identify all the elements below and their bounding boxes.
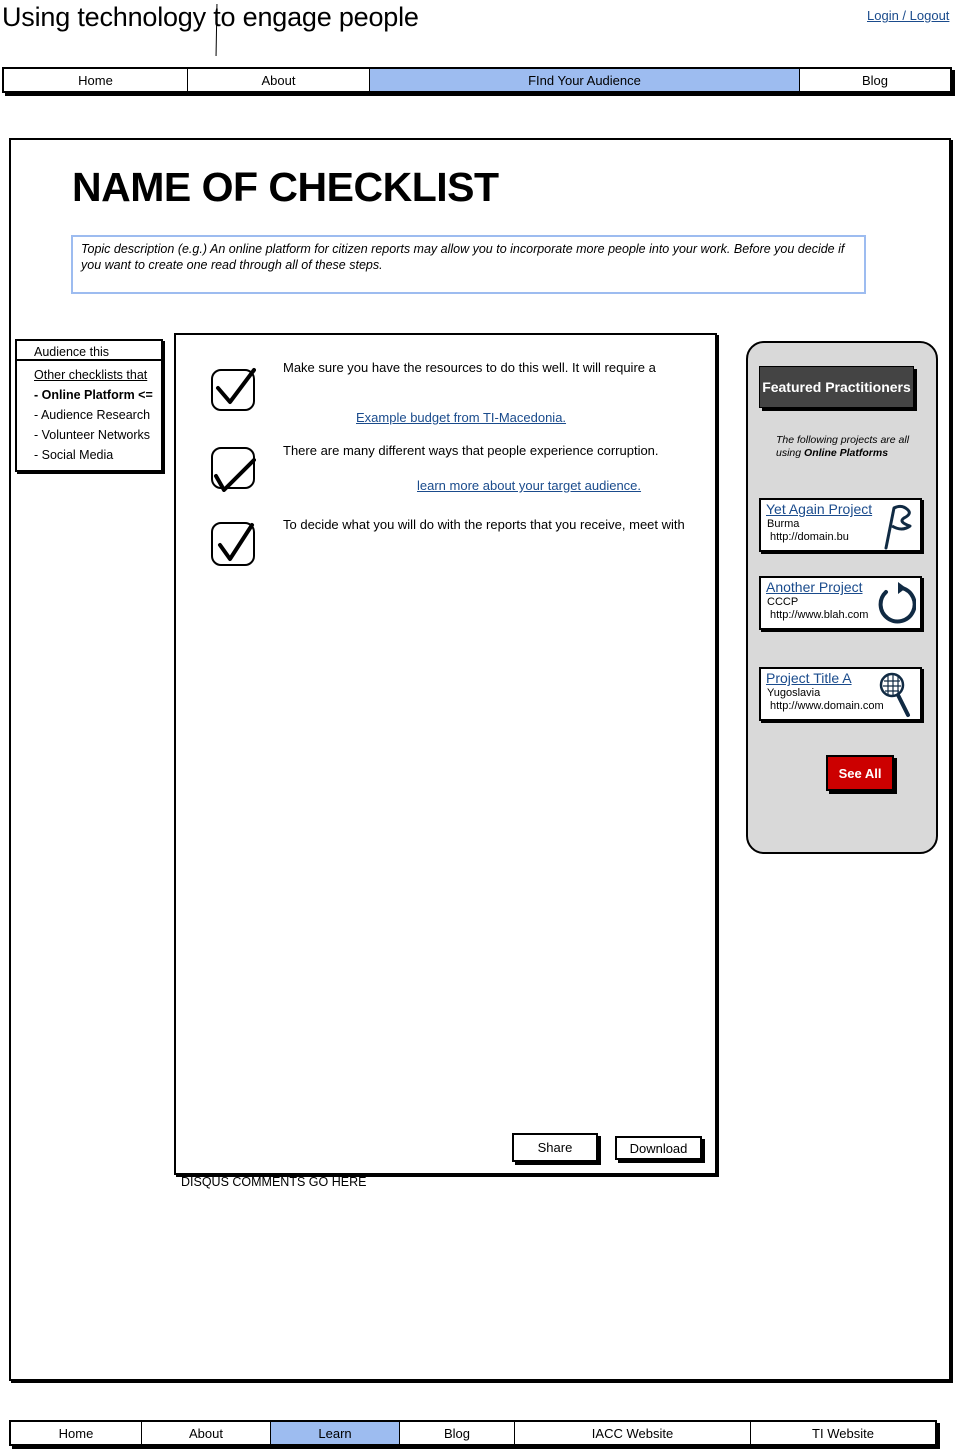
refresh-icon	[876, 580, 916, 628]
project-location: CCCP	[767, 596, 799, 608]
checklist-item-3-text: To decide what you will do with the reports that you receive, meet with	[283, 517, 685, 532]
share-button[interactable]: Share	[512, 1133, 598, 1162]
see-all-button[interactable]: See All	[826, 755, 894, 791]
sidebar-item-volunteer-networks[interactable]: - Volunteer Networks	[34, 428, 151, 442]
checklist-sidebar	[15, 339, 163, 472]
tab-find-your-audience[interactable]: FInd Your Audience	[370, 69, 800, 91]
flag-icon	[876, 502, 916, 550]
featured-practitioners-header: Featured Practitioners	[759, 366, 914, 408]
sidebar-other-checklists-link[interactable]: Other checklists that	[34, 368, 148, 382]
project-url[interactable]: http://www.domain.com	[770, 700, 884, 712]
footer-tab-ti-website[interactable]: TI Website	[812, 1425, 874, 1441]
checkbox-checked-icon[interactable]	[210, 521, 256, 567]
login-logout-link[interactable]: Login / Logout	[867, 8, 950, 23]
featured-note	[776, 434, 916, 460]
checklist-item-1-text: Make sure you have the resources to do this well. It will require a	[283, 360, 656, 375]
featured-note-emphasis: Online Platforms	[804, 447, 889, 459]
footer-tab-blog[interactable]: Blog	[400, 1422, 515, 1444]
project-url[interactable]: http://domain.bu	[770, 531, 849, 543]
footer-tab-learn[interactable]: Learn	[271, 1422, 400, 1444]
project-location: Yugoslavia	[767, 687, 821, 699]
top-nav	[2, 67, 952, 93]
project-title-link[interactable]: Another Project	[766, 579, 863, 595]
footer-tab-home[interactable]: Home	[11, 1422, 142, 1444]
tab-about[interactable]: About	[188, 69, 370, 91]
project-card[interactable]	[759, 667, 922, 721]
sidebar-header: Audience this	[17, 341, 161, 361]
tab-home[interactable]: Home	[4, 69, 188, 91]
checklist-item-1-link[interactable]: Example budget from TI-Macedonia.	[356, 410, 567, 425]
page-title: NAME OF CHECKLIST	[72, 164, 499, 210]
project-location: Burma	[767, 518, 800, 530]
checklist-item-2-text: There are many different ways that people experience corruption.	[283, 443, 659, 458]
site-title: Using technology to engage people	[2, 2, 419, 32]
project-card[interactable]	[759, 498, 922, 552]
project-title-link[interactable]: Yet Again Project	[766, 501, 873, 517]
sidebar-item-audience-research[interactable]: - Audience Research	[34, 408, 151, 422]
project-url[interactable]: http://www.blah.com	[770, 609, 869, 621]
checkbox-checked-icon[interactable]	[210, 446, 256, 492]
footer-tab-iacc-website[interactable]: IACC Website	[515, 1422, 751, 1444]
topic-description: Topic description (e.g.) An online platform for citizen reports may allow you to incorporate more people into your work. Before you decide if you want to create one read through all of these steps.	[71, 235, 866, 294]
checklist-item-2-link[interactable]: learn more about your target audience.	[417, 478, 642, 493]
project-title-link[interactable]: Project Title A	[766, 670, 852, 686]
featured-note-text: The following projects are all using	[776, 434, 910, 459]
sidebar-item-online-platform[interactable]: - Online Platform <=	[34, 388, 153, 402]
checkbox-checked-icon[interactable]	[210, 366, 256, 412]
download-button[interactable]: Download	[615, 1136, 702, 1160]
disqus-comments-placeholder: DISQUS COMMENTS GO HERE	[181, 1175, 367, 1189]
tab-blog[interactable]: Blog	[861, 72, 889, 88]
microphone-icon	[876, 671, 916, 719]
footer-tab-about[interactable]: About	[142, 1422, 271, 1444]
project-card[interactable]	[759, 576, 922, 630]
footer-nav	[9, 1420, 937, 1446]
sidebar-item-social-media[interactable]: - Social Media	[34, 448, 114, 462]
